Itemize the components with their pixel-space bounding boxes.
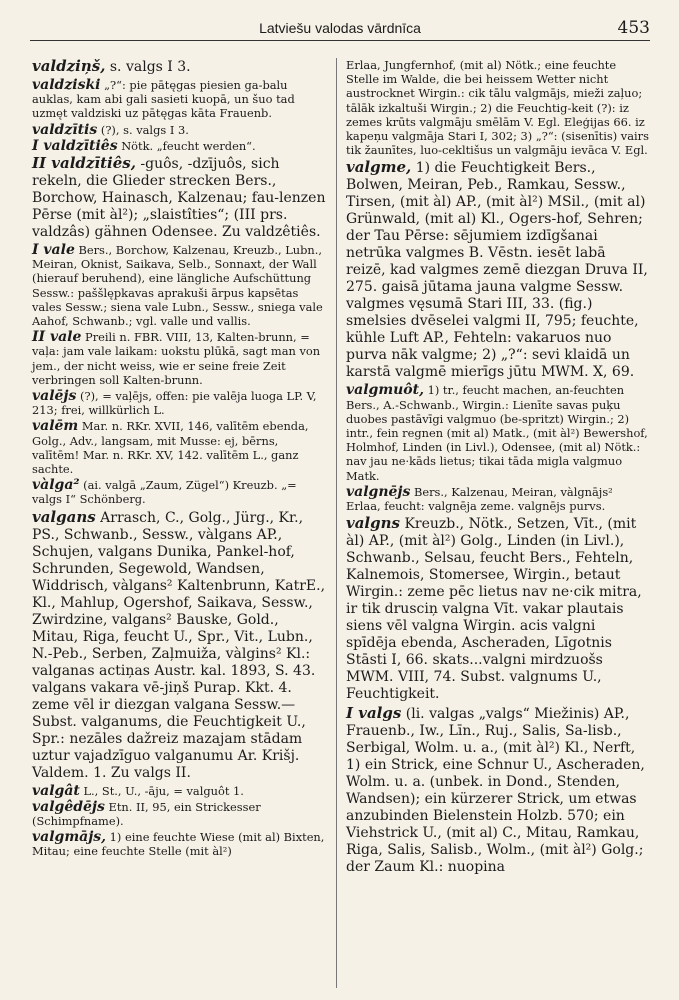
dictionary-entry [32,389,328,417]
entry-text: -guôs, -dzījuôs, sich rekeln, die Glieder strecken Bers., Borchow, Hainasch, Kalzenau; fau-lenzen Pērse (mit àl²); „slaistîties“; (III prs. valdzâs) gähnen Odensee. Zu valdzêtiês. [32,156,326,241]
entry-headword: II vale [32,329,82,346]
dictionary-entry [346,485,649,513]
entry-text: (ai. valgā „Zaum, Zügel“) Kreuzb. „= valgs I“ Schönberg. [32,478,297,507]
column-divider [336,58,337,988]
entry-headword: valējs [32,388,77,405]
left-column [32,58,328,861]
entry-text: „?“: pie pātęgas piesien ga-balu auklas, kam abi gali sasieti kuopā, un šuo tad uzmęt valdziski uz pātęgas kāta Frauenb. [32,78,295,121]
dictionary-entry [346,705,649,876]
dictionary-entry [346,515,649,703]
entry-text: 1) tr., feucht machen, an-feuchten Bers., A.-Schwanb., Wirgin.: Lienīte savas puķu duobes pastāvīgi valgmuo (be-spritzt) Wirgin.; 2) intr., fein regnen (mit al) Matk., (mit àl²) Bewershof, Holmhof, Linden (in Livl.), Odensee, (mit al) Nötk.: nav jau ne·kāds lietus; tikai tāda migla valgmuo Matk. [346,383,648,483]
dictionary-entry [346,159,649,381]
dictionary-entry [32,123,328,137]
dictionary-entry [32,784,328,798]
entry-text: Erlaa, Jungfernhof, (mit al) Nötk.; eine feuchte Stelle im Walde, die bei heissem Wetter nicht austrocknet Wirgin.: cik tālu valgmājs, mieži zaļuo; tālāk izkaltuši Wirgin.; 2) die Feuchtig-keit (?): iz zemes krūts valgmāju smēlām V. Egl. Eleģijas 66. iz kapeņu valgmāja Stari I, 302; 3) „?“: (sisenītis) vairs tik žaunītes, luo-cekltišus un valgmāju ievāca V. Egl. [346,58,649,158]
entry-headword: valēm [32,418,79,435]
entry-headword: valdziski [32,77,101,93]
entry-headword: I vale [32,242,75,259]
entry-headword: valgmājs, [32,829,107,846]
right-column [346,58,649,878]
entry-text: Kreuzb., Nötk., Setzen, Vīt., (mit àl) AP., (mit àl²) Golg., Linden (in Livl.), Schwanb., Selsau, feucht Bers., Fehteln, Kalnemois, Stomersee, Wirgin., betaut Wirgin.: zeme pēc lietus nav ne·cik mitra, ir tik drusciņ valgna Vīt. vakar plautais siens vēl valgna Wirgin. acis valgni spīdēja ebenda, Ascheraden, Līgotnis Stāsti I, 66. skats...valgni mirdzuošs MWM. VIII, 74. Subst. valgnums U., Feuchtigkeit. [346,516,642,703]
entry-headword: valgnējs [346,483,411,500]
page-header [30,18,650,41]
entry-headword: valdzītis [32,121,98,138]
dictionary-entry [32,830,328,858]
entry-text: Bers., Borchow, Kalzenau, Kreuzb., Lubn., Meiran, Oknist, Saikava, Selb., Sonnaxt, der Wall (hierauf beruhend), eine längliche Aufschüttung Sessw.: paššlępkavas aprakuši ārpus kapsētas vales Sessw.; siena vale Lubn., Sessw., sniega vale Aahof, Schwanb.; vgl. valle und vallis. [32,243,323,329]
entry-text: (?), s. valgs I 3. [100,122,189,137]
entry-text: Preili n. FBR. VIII, 13, Kalten-brunn, = vaļa: jam vale laikam: uokstu plūkā, sagt man von jem., der nicht weiss, wie er seine freie Zeit verbringen soll Kalten-brunn. [32,330,321,387]
entry-text: Nötk. „feucht werden“. [121,138,256,153]
entry-headword: I valgs [346,704,402,723]
dictionary-entry [32,478,328,506]
dictionary-entry [32,155,328,241]
entry-text: Etn. II, 95, ein Strickesser (Schimpfname). [32,799,261,829]
entry-headword: valgns [346,514,400,533]
entry-text: (?), = vaļējs, offen: pie valēja luoga LP. V, 213; frei, willkürlich L. [32,389,317,418]
dictionary-entry [32,419,328,476]
entry-headword: valgme, [346,158,412,177]
entry-text: L., St., U., -āju, = valguôt 1. [83,783,244,798]
dictionary-entry [32,139,328,153]
dictionary-entry [32,58,328,76]
entry-headword: vàlga² [32,477,80,494]
dictionary-entry [346,383,649,482]
dictionary-entry [32,800,328,828]
entry-text: Mar. n. RKr. XVII, 146, valītēm ebenda, Golg., Adv., langsam, mit Musse: ej, bērns, valītēm! Mar. n. RKr. XV, 142. valītēm L., ganz sachte. [32,419,309,477]
entry-headword: valgmuôt, [346,382,424,399]
entry-text: (li. valgas „valgs“ Miežinis) AP., Frauenb., Iw., Līn., Ruj., Salis, Sa-lisb., Serbigal, Wolm. u. a., (mit àl²) Kl., Nerft, 1) ein Strick, eine Schnur U., Ascheraden, Wolm. u. a. (unbek. in Dond., Stenden, Wandsen); ein kürzerer Strick, um etwas anzubinden Bielenstein Holzb. 570; ein Viehstrick U., (mit al) C., Mitau, Ramkau, Riga, Salis, Salisb., Wolm., (mit àl²) Golg.; der Zaum Kl.: nuopina [346,706,645,876]
entry-text: s. valgs I 3. [109,59,191,75]
entry-headword: II valdzītiês, [32,154,136,173]
entry-headword: valgans [32,507,96,526]
dictionary-entry [32,509,328,782]
running-head: Latviešu valodas vārdnīca [259,20,421,36]
entry-headword: valgât [32,782,80,799]
entry-headword: valgêdējs [32,798,105,815]
entry-headword: I valdzītiês [32,137,118,154]
dictionary-entry [32,78,328,121]
dictionary-entry [346,58,649,157]
page-number: 453 [617,18,650,38]
entry-text: Bers., Kalzenau, Meiran, vàlgnājs² Erlaa, feucht: valgnēja zeme. valgnējs purvs. [346,484,613,514]
dictionary-entry [32,330,328,387]
entry-text: 1) eine feuchte Wiese (mit al) Bixten, Mitau; eine feuchte Stelle (mit àl²) [32,830,325,859]
entry-headword: valdziņš, [32,57,106,75]
entry-text: Arrasch, C., Golg., Jürg., Kr., PS., Schwanb., Sessw., vàlgans AP., Schujen, valgans Dunika, Pankel-hof, Schrunden, Segewold, Wandsen, Widdrisch, vàlgans² Kaltenbrunn, KatrE., Kl., Mahlup, Ogershof, Saikava, Sessw., Zwirdzine, valgans² Bauske, Gold., Mitau, Riga, feucht U., Spr., Vit., Lubn., N.-Peb., Serben, Zaļmuiža, vàlgins² Kl.: valganas actiņas Austr. kal. 1893, S. 43. valgans vakara vē-jiņš Purap. Kkt. 4. zeme vēl ir diezgan valgana Sessw.—Subst. valganums, die Feuchtigkeit U., Spr.: nezāles dažreiz mazajam stādam uztur vajadzīguo valganumu Ar. Krišj. Valdem. 1. Zu valgs II. [32,509,326,781]
dictionary-entry [32,243,328,328]
entry-text: 1) die Feuchtigkeit Bers., Bolwen, Meiran, Peb., Ramkau, Sessw., Tirsen, (mit àl) AP., (mit àl²) MSil., (mit al) Grünwald, (mit al) Kl., Ogers-hof, Sehren; der Tau Pērse: sējumiem izdīgšanai netrūka valgmes B. Vēstn. iesēt labā reizē, kad valgmes zemē diezgan Druva II, 275. gaisā jūtama jauna valgme Sessw. valgmes vęsumā Stari III, 33. (fig.) smelsies dvēselei valgmi II, 795; feuchte, kühle Luft AP., Fehteln: vakaruos nuo purva nāk valgme; 2) „?“: sevi klaidā un karstā valgmē mierīgs jūtu MWM. X, 69. [346,160,648,381]
